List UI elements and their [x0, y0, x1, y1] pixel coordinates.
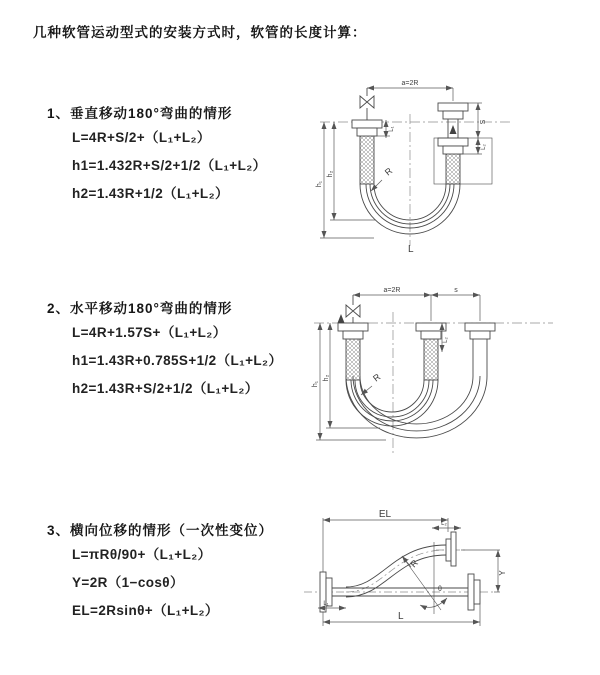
radius-label: R: [408, 557, 421, 570]
flange-right: [468, 574, 474, 610]
dim-label-l2: L₂: [481, 144, 487, 150]
section-1-heading: 1、垂直移动180°弯曲的情形: [47, 106, 233, 121]
dim-label-h1: h₁: [312, 380, 319, 388]
braided-hose-left: [360, 136, 374, 184]
centerlines: [320, 114, 512, 246]
hose-drawing: [320, 532, 480, 614]
page-title: 几种软管运动型式的安装方式时，软管的长度计算：: [33, 25, 367, 40]
dim-label-l1: L₁: [323, 601, 329, 607]
hose-drawing: [352, 88, 492, 234]
flange-right-bottom: [438, 138, 468, 146]
length-label: L: [408, 244, 414, 255]
dim-label-s: S: [480, 119, 487, 125]
formula-h2: h2=1.43R+S/2+1/2（L₁+L₂）: [72, 381, 259, 396]
flange-right-moved: [465, 323, 495, 331]
dim-label-span: a=2R: [383, 287, 401, 294]
length-label: L: [398, 611, 404, 622]
dim-label-y: Y: [498, 570, 507, 576]
section-2-formulas: [47, 319, 282, 403]
valve-icon: [346, 305, 360, 317]
dim-label-l1: L₁: [389, 126, 395, 132]
formula-el: EL=2Rsinθ+（L₁+L₂）: [72, 603, 219, 618]
braided-hose-middle: [424, 339, 438, 380]
formula-length: L=πRθ/90+（L₁+L₂）: [72, 547, 212, 562]
flange-moved: [446, 539, 451, 561]
diagram-vertical-u-bend: [312, 72, 572, 262]
section-3-heading: 3、横向位移的情形（一次性变位）: [47, 523, 274, 538]
braided-hose-left: [346, 339, 360, 380]
section-3: [47, 519, 273, 625]
movement-arrow-icon: [338, 314, 345, 323]
braided-hose-right: [446, 154, 460, 184]
dim-label-h1: h₁: [316, 180, 323, 188]
formula-length: L=4R+S/2+（L₁+L₂）: [72, 130, 211, 145]
formula-h2: h2=1.43R+1/2（L₁+L₂）: [72, 186, 229, 201]
section-3-formulas: [47, 541, 273, 625]
formula-h1: h1=1.432R+S/2+1/2（L₁+L₂）: [72, 158, 267, 173]
dim-label-h2: h₂: [327, 170, 334, 178]
radius-label: R: [371, 371, 383, 384]
section-1: [47, 102, 267, 208]
dim-label-span: a=2R: [401, 80, 419, 87]
movement-arrow-icon: [450, 125, 457, 134]
dim-label-l2: L₂: [443, 337, 449, 343]
diagram-lateral-displacement: [298, 492, 600, 658]
angle-label: θ: [438, 586, 442, 593]
flange-right-top: [438, 103, 468, 111]
dim-label-h2: h₂: [323, 374, 330, 382]
formula-h1: h1=1.43R+0.785S+1/2（L₁+L₂）: [72, 353, 283, 368]
section-2-heading: 2、水平移动180°弯曲的情形: [47, 301, 233, 316]
formula-length: L=4R+1.57S+（L₁+L₂）: [72, 325, 227, 340]
valve-icon: [360, 96, 374, 108]
dim-label-shift: s: [454, 287, 458, 294]
flange-left: [338, 323, 368, 331]
flange-middle: [416, 323, 446, 331]
dim-label-el: EL: [378, 509, 392, 520]
radius-label: R: [382, 165, 395, 178]
diagram-horizontal-u-bend: [308, 282, 600, 468]
section-1-formulas: [47, 124, 267, 208]
section-2: [47, 297, 282, 403]
hose-drawing: [338, 295, 496, 438]
diagram-3-labels: [323, 509, 507, 622]
dim-label-l2: L₂: [441, 521, 447, 527]
formula-y: Y=2R（1−cosθ）: [72, 575, 184, 590]
flange-left: [352, 120, 382, 128]
